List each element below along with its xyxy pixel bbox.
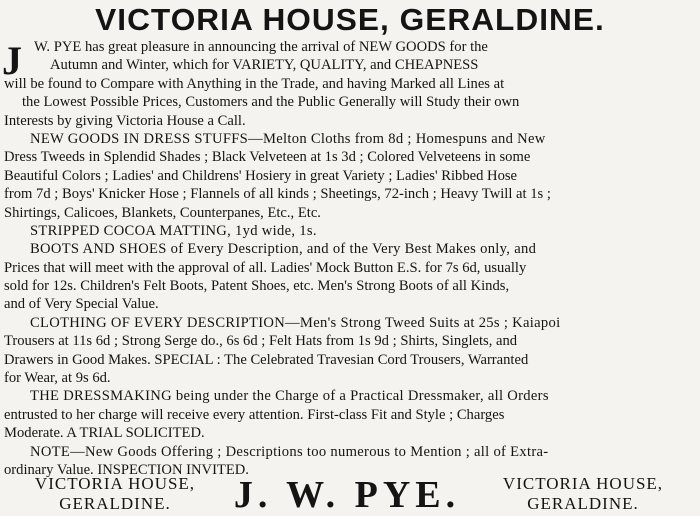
ad-line: entrusted to her charge will receive every attention. First-class Fit and Style ; Charges xyxy=(4,406,505,423)
footer-address-right xyxy=(478,474,688,514)
ad-line: Drawers in Good Makes. SPECIAL : The Celebrated Travesian Cord Trousers, Warranted xyxy=(4,351,529,368)
ad-line: Prices that will meet with the approval of all. Ladies' Mock Button E.S. for 7s 6d, usually xyxy=(4,259,527,276)
ad-line: sold for 12s. Children's Felt Boots, Patent Shoes, etc. Men's Strong Boots of all Kinds, xyxy=(4,278,510,295)
signature-footer xyxy=(0,474,700,516)
proprietor-name: J. W. PYE. xyxy=(233,474,461,516)
ad-line: the Lowest Possible Prices, Customers and the Public Generally will Study their own xyxy=(22,94,520,111)
ad-line: Dress Tweeds in Splendid Shades ; Black Velveteen at 1s 3d ; Colored Velveteens in some xyxy=(4,149,531,166)
footer-right-line1: VICTORIA HOUSE, xyxy=(502,474,664,493)
footer-left-line2: GERALDINE. xyxy=(59,494,171,513)
drop-cap: J xyxy=(2,38,22,83)
ad-line: Interests by giving Victoria House a Call. xyxy=(4,112,246,129)
headline: VICTORIA HOUSE, GERALDINE. xyxy=(95,2,605,37)
ad-line: for Wear, at 9s 6d. xyxy=(4,370,111,387)
section-heading-boots-shoes: BOOTS AND SHOES of Every Description, and of the Very Best Makes only, and xyxy=(30,241,537,258)
section-heading-clothing: CLOTHING OF EVERY DESCRIPTION—Men's Strong Tweed Suits at 25s ; Kaiapoi xyxy=(30,314,561,331)
advertisement-body xyxy=(4,38,696,479)
ad-line: Shirtings, Calicoes, Blankets, Counterpanes, Etc., Etc. xyxy=(4,204,321,221)
ad-line: from 7d ; Boys' Knicker Hose ; Flannels of all kinds ; Sheetings, 72-inch ; Heavy Twill at 1s ; xyxy=(4,186,551,203)
ad-line: Autumn and Winter, which for VARIETY, QUALITY, and CHEAPNESS xyxy=(50,57,479,74)
section-heading-cocoa-matting: STRIPPED COCOA MATTING, 1yd wide, 1s. xyxy=(30,222,317,239)
ad-line: Moderate. A TRIAL SOLICITED. xyxy=(4,425,205,442)
ad-line: Trousers at 11s 6d ; Strong Serge do., 6s 6d ; Felt Hats from 1s 9d ; Shirts, Singlets, and xyxy=(4,333,518,350)
footer-right-line2: GERALDINE. xyxy=(527,494,639,513)
ad-line: ordinary Value. INSPECTION INVITED. xyxy=(4,461,249,478)
section-heading-dressmaking: THE DRESSMAKING being under the Charge of a Practical Dressmaker, all Orders xyxy=(30,388,549,405)
ad-line: will be found to Compare with Anything in the Trade, and having Marked all Lines at xyxy=(4,75,505,92)
section-heading-dress-stuffs: NEW GOODS IN DRESS STUFFS—Melton Cloths from 8d ; Homespuns and New xyxy=(30,130,546,147)
ad-line: Beautiful Colors ; Ladies' and Childrens' Hosiery in great Variety ; Ladies' Ribbed Hose xyxy=(4,167,518,184)
ad-line: W. PYE has great pleasure in announcing the arrival of NEW GOODS for the xyxy=(34,39,488,55)
ad-line: and of Very Special Value. xyxy=(4,296,159,313)
footer-left-line1: VICTORIA HOUSE, xyxy=(34,474,196,493)
section-heading-note: NOTE—New Goods Offering ; Descriptions too numerous to Mention ; all of Extra- xyxy=(30,443,549,460)
footer-address-left xyxy=(30,474,200,514)
